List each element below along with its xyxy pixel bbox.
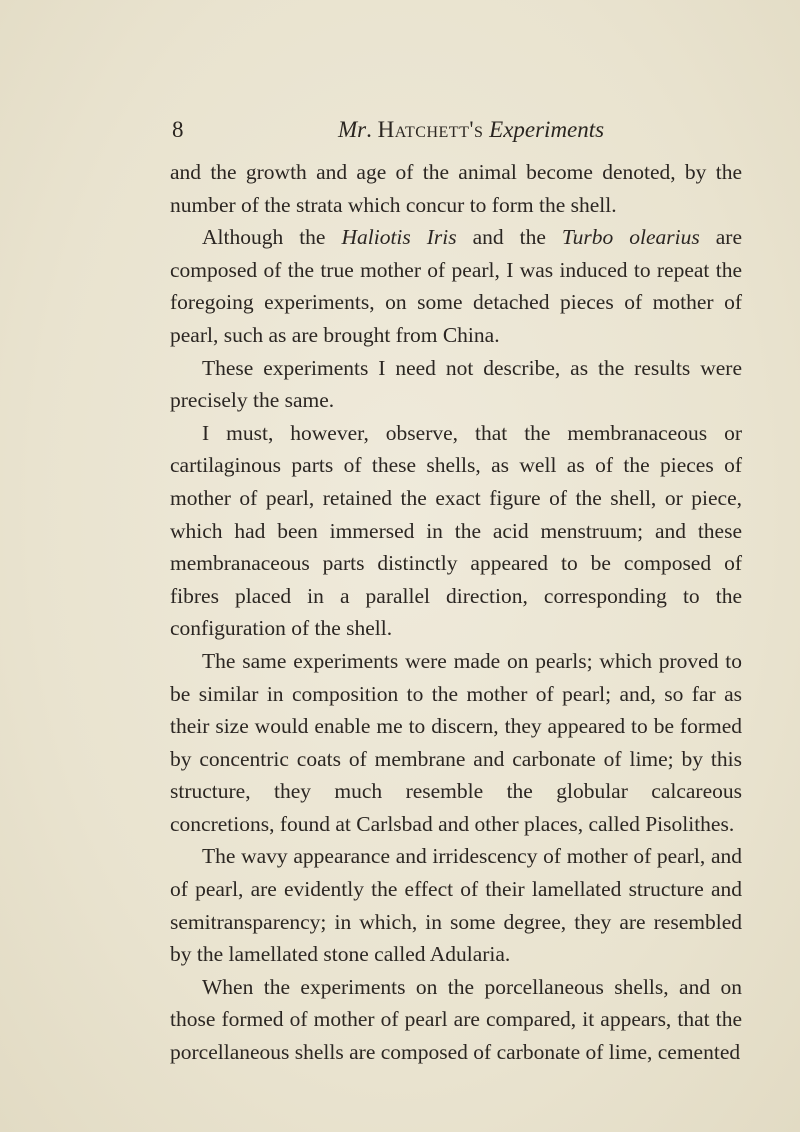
paragraph-1: and the growth and age of the animal become denoted, by the number of the strata which concur to form the shell.	[170, 160, 742, 217]
page-number: 8	[172, 117, 184, 142]
paragraph-6: The wavy appearance and irridescency of mother of pearl, and of pearl, are evidently the effect of their lamellated structure and semitransparency; in which, in some degree, they are resembled by the lamellated stone called Adularia.	[170, 844, 742, 967]
paragraph-3: These experiments I need not describe, as the results were precisely the same.	[170, 355, 742, 413]
running-head-author: Mr	[338, 117, 367, 142]
paragraph-2-text-c: are composed of the true mother of pearl, I was induced to repeat the foregoing experiments, on some detached pieces of mother of pearl, such as are brought from China.	[170, 225, 742, 347]
paragraph-2-text-b: and the	[456, 225, 562, 250]
running-head	[338, 117, 604, 143]
running-head-title: Experiments	[489, 117, 605, 142]
running-head-name: Hatchett's	[377, 117, 484, 142]
species-turbo-olearius: Turbo olearius	[561, 225, 700, 250]
running-head-author-dot: .	[366, 117, 378, 142]
paragraph-2-text-a: Although the	[202, 225, 342, 250]
paragraph-7: When the experiments on the porcellaneous shells, and on those formed of mother of pearl are compared, it appears, that the porcellaneous shells are composed of carbonate of lime, cemented	[170, 974, 742, 1065]
body-text	[170, 156, 742, 1069]
page-header	[172, 117, 752, 153]
paragraph-2	[170, 221, 742, 351]
species-haliotis-iris: Haliotis Iris	[341, 225, 457, 250]
paragraph-4: I must, however, observe, that the membranaceous or cartilaginous parts of these shells, as well as of the pieces of mother of pearl, retained the exact figure of the shell, or piece, which had been immersed in the acid menstruum; and these membranaceous parts distinctly appeared to be composed of fibres placed in a parallel direction, corresponding to the configuration of the shell.	[170, 420, 742, 641]
paragraph-5: The same experiments were made on pearls; which proved to be similar in composition to the mother of pearl; and, so far as their size would enable me to discern, they appeared to be formed by concentric coats of membrane and carbonate of lime; by this structure, they much resemble the globular calcareous concretions, found at Carlsbad and other places, called Pisolithes.	[170, 648, 742, 836]
